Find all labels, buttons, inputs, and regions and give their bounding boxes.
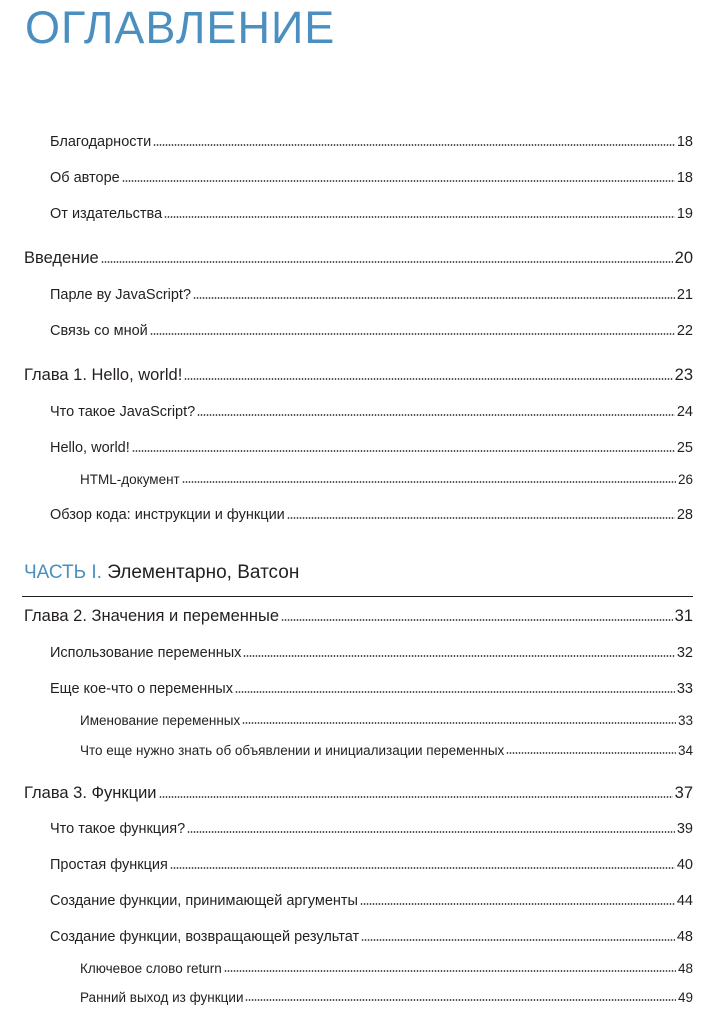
toc-section-label: Введение [24, 249, 99, 267]
toc-entry-page: 32 [676, 645, 693, 661]
dot-leader [164, 216, 675, 218]
toc-entry[interactable] [50, 929, 693, 945]
dot-leader [245, 999, 675, 1001]
part-name: Элементарно, Ватсон [107, 562, 300, 583]
toc-subentry[interactable] [80, 472, 693, 487]
dot-leader [170, 867, 675, 869]
dot-leader [281, 619, 673, 621]
dot-leader [182, 481, 676, 483]
dot-leader [132, 450, 675, 452]
toc-entry-page: 39 [676, 821, 693, 837]
toc-entry[interactable] [50, 440, 693, 456]
toc-chapter-page: 23 [674, 366, 693, 384]
dot-leader [153, 144, 675, 146]
toc-chapter-label: Глава 2. Значения и переменные [24, 607, 280, 625]
dot-leader [184, 378, 672, 380]
toc-subentry-page: 48 [677, 961, 693, 976]
toc-subentry-page: 34 [677, 743, 693, 758]
toc-entry-label: Связь со мной [50, 323, 148, 339]
toc-chapter-page: 31 [674, 607, 693, 625]
toc-chapter[interactable] [24, 607, 693, 626]
toc-subentry-label: Ранний выход из функции [80, 990, 244, 1005]
toc-entry-page: 28 [676, 507, 693, 523]
dot-leader [235, 691, 675, 693]
dot-leader [122, 180, 675, 182]
toc-entry-page: 44 [676, 893, 693, 909]
dot-leader [243, 655, 674, 657]
toc-entry-label: Создание функции, принимающей аргументы [50, 893, 358, 909]
toc-entry-page: 18 [676, 134, 693, 150]
dot-leader [150, 333, 675, 335]
dot-leader [506, 752, 676, 754]
toc-subentry-label: Ключевое слово return [80, 961, 222, 976]
toc-entry-label: Что такое JavaScript? [50, 404, 196, 420]
page-title: ОГЛАВЛЕНИЕ [25, 2, 336, 53]
part-divider [22, 596, 693, 597]
toc-subentry-page: 33 [677, 713, 693, 728]
toc-subentry[interactable] [80, 961, 693, 976]
toc-entry-label: Благодарности [50, 134, 152, 150]
toc-chapter[interactable] [24, 784, 693, 803]
dot-leader [361, 939, 675, 941]
toc-subentry[interactable] [80, 990, 693, 1005]
toc-section[interactable] [24, 249, 693, 268]
toc-subentry[interactable] [80, 713, 693, 728]
toc-entry-label: Простая функция [50, 857, 168, 873]
toc-entry-label: Hello, world! [50, 440, 130, 456]
toc-entry-label: Что такое функция? [50, 821, 186, 837]
toc-entry-label: Об авторе [50, 170, 120, 186]
dot-leader [242, 722, 676, 724]
toc-subentry-label: Что еще нужно знать об объявлении и инициализации переменных [80, 743, 505, 758]
toc-entry-page: 22 [676, 323, 693, 339]
toc-entry-page: 25 [676, 440, 693, 456]
toc-subentry-page: 49 [677, 990, 693, 1005]
toc-entry[interactable] [50, 893, 693, 909]
toc-entry-page: 48 [676, 929, 693, 945]
toc-entry[interactable] [50, 404, 693, 420]
part-label: ЧАСТЬ I. [24, 562, 102, 583]
toc-entry-label: Парле ву JavaScript? [50, 287, 192, 303]
toc-subentry-label: HTML-документ [80, 472, 180, 487]
toc-entry-page: 24 [676, 404, 693, 420]
toc-subentry-page: 26 [677, 472, 693, 487]
toc-entry-page: 40 [676, 857, 693, 873]
toc-entry[interactable] [50, 681, 693, 697]
toc-subentry[interactable] [80, 743, 693, 758]
dot-leader [187, 831, 675, 833]
toc-entry-page: 18 [676, 170, 693, 186]
toc-entry[interactable] [50, 134, 693, 150]
toc-entry-page: 21 [676, 287, 693, 303]
toc-subentry-label: Именование переменных [80, 713, 241, 728]
toc-chapter[interactable] [24, 366, 693, 385]
toc-entry-label: Обзор кода: инструкции и функции [50, 507, 285, 523]
dot-leader [224, 970, 676, 972]
toc-section-page: 20 [674, 249, 693, 267]
toc-entry-label: Создание функции, возвращающей результат [50, 929, 360, 945]
toc-entry[interactable] [50, 206, 693, 222]
toc-entry[interactable] [50, 287, 693, 303]
toc-entry-label: Еще кое-что о переменных [50, 681, 233, 697]
dot-leader [287, 517, 675, 519]
toc-entry[interactable] [50, 857, 693, 873]
dot-leader [197, 414, 675, 416]
toc-chapter-label: Глава 1. Hello, world! [24, 366, 183, 384]
dot-leader [193, 297, 675, 299]
toc-entry[interactable] [50, 507, 693, 523]
toc-entry[interactable] [50, 821, 693, 837]
toc-entry[interactable] [50, 170, 693, 186]
toc-entry[interactable] [50, 645, 693, 661]
part-heading [24, 562, 299, 584]
toc-entry[interactable] [50, 323, 693, 339]
toc-entry-page: 33 [676, 681, 693, 697]
dot-leader [360, 903, 675, 905]
toc-entry-page: 19 [676, 206, 693, 222]
dot-leader [159, 796, 673, 798]
toc-chapter-label: Глава 3. Функции [24, 784, 157, 802]
toc-entry-label: От издательства [50, 206, 163, 222]
dot-leader [101, 261, 673, 263]
toc-chapter-page: 37 [674, 784, 693, 802]
toc-entry-label: Использование переменных [50, 645, 242, 661]
